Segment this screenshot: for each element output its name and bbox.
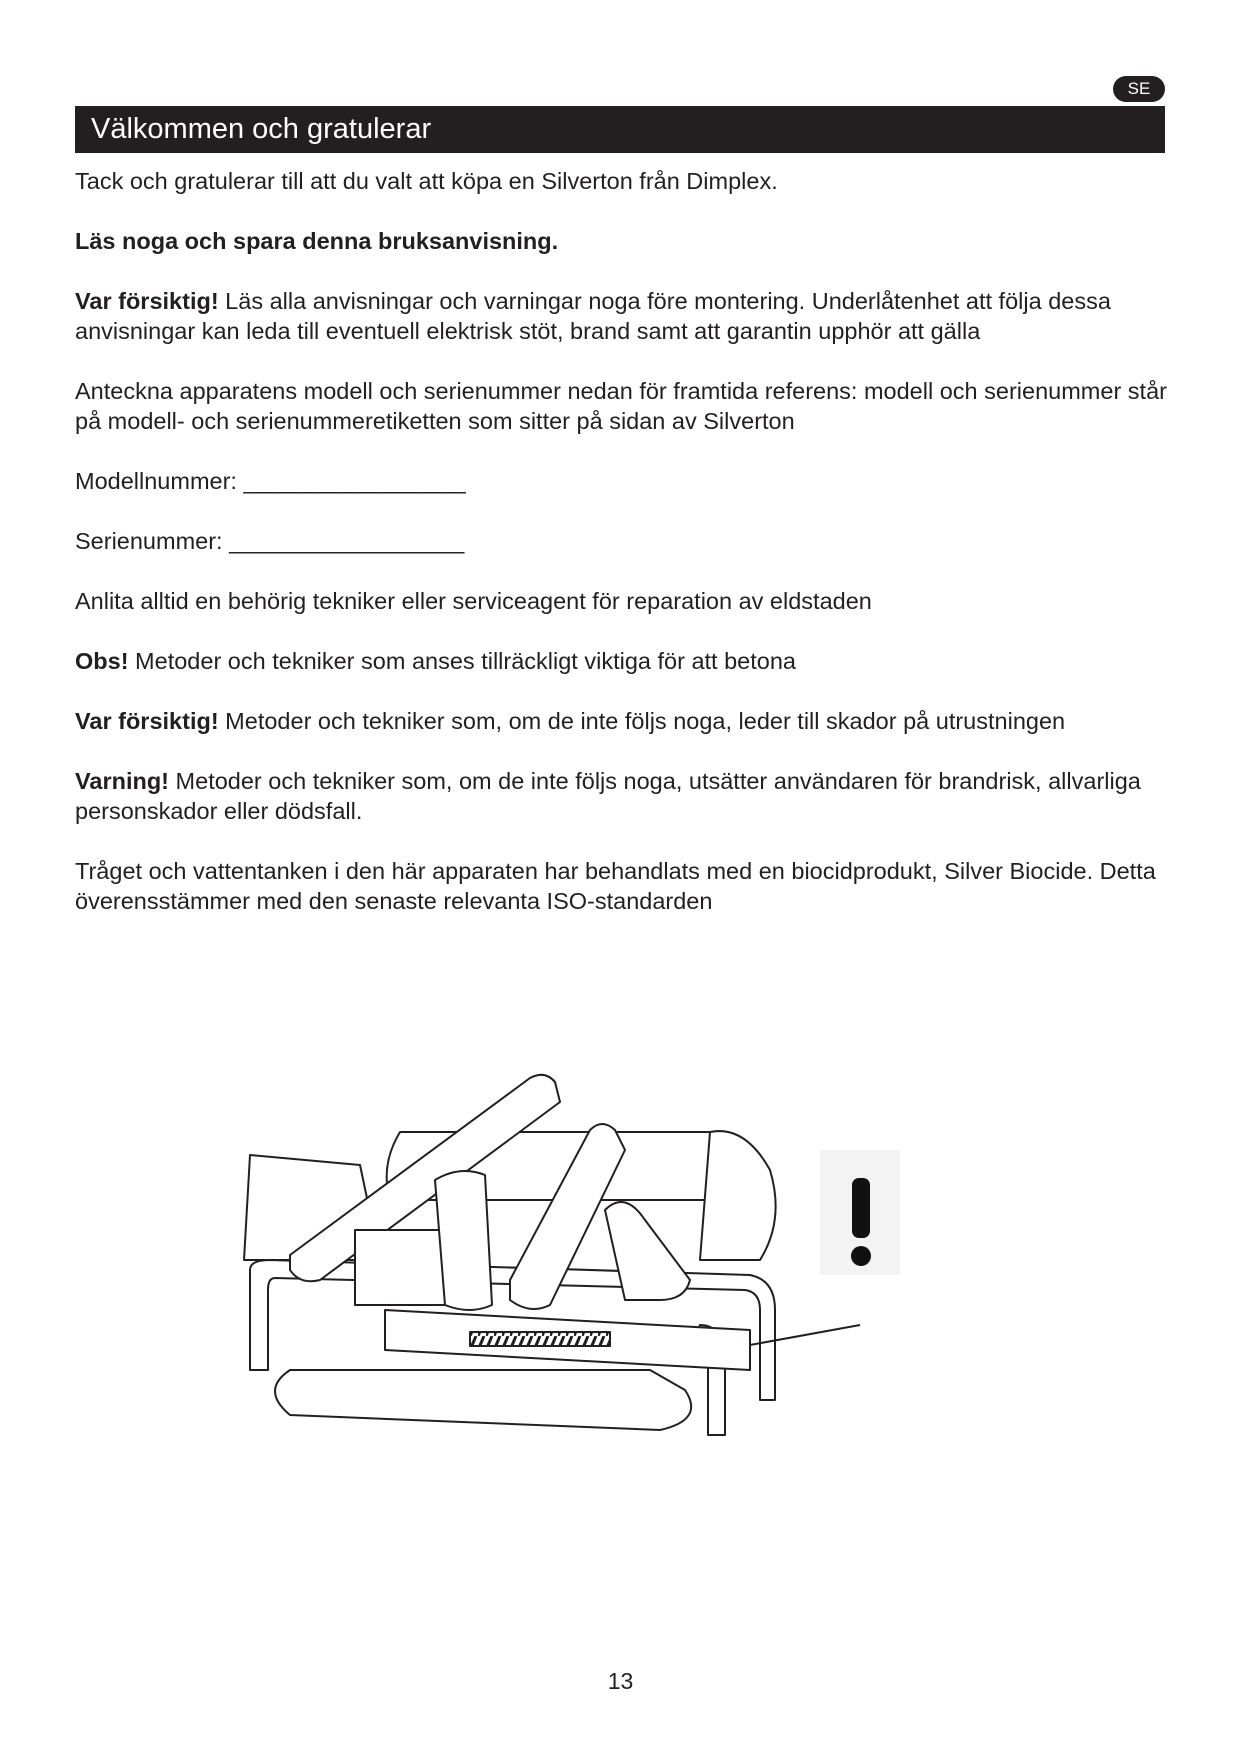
record-model-paragraph: Anteckna apparatens modell och serienummer nedan för framtida referens: modell och serienummer står på modell- och serienummeretiketten som sitter på sidan av Silverton — [75, 378, 1167, 434]
intro-paragraph: Tack och gratulerar till att du valt att köpa en Silverton från Dimplex. — [75, 168, 778, 194]
serial-number-line: Serienummer: __________________ — [75, 528, 465, 554]
log-upright — [435, 1171, 492, 1310]
language-badge: SE — [1113, 76, 1165, 102]
obs-label: Obs! — [75, 648, 129, 674]
page-title: Välkommen och gratulerar — [91, 113, 432, 145]
body-text — [75, 166, 1175, 946]
caution-paragraph — [75, 706, 1175, 736]
title-bar — [75, 106, 1165, 153]
page-number: 13 — [607, 1668, 634, 1694]
caution-text: Metoder och tekniker som, om de inte följs noga, leder till skador på utrustningen — [218, 708, 1066, 734]
biocide-paragraph: Tråget och vattentanken i den här apparaten har behandlats med en biocidprodukt, Silver Biocide. Detta överensstämmer med den senaste relevanta ISO-standarden — [75, 858, 1156, 914]
rear-log-end — [700, 1131, 776, 1260]
obs-paragraph — [75, 646, 1175, 676]
caution-label: Var försiktig! — [75, 708, 219, 734]
water-tray — [275, 1370, 691, 1430]
warning-text: Metoder och tekniker som, om de inte följs noga, utsätter användaren för brandrisk, allvarliga personskador eller dödsfall. — [75, 768, 1141, 824]
service-paragraph: Anlita alltid en behörig tekniker eller serviceagent för reparation av eldstaden — [75, 588, 872, 614]
obs-text: Metoder och tekniker som anses tillräckligt viktiga för att betona — [128, 648, 796, 674]
read-instructions-text: Läs noga och spara denna bruksanvisning. — [75, 228, 559, 254]
fireplace-log-set-illustration — [230, 1070, 1010, 1490]
exclamation-warning-icon — [851, 1178, 871, 1266]
heater-grille — [470, 1332, 610, 1346]
warning-paragraph — [75, 766, 1175, 826]
caution-install-text: Läs alla anvisningar och varningar noga före montering. Underlåtenhet att följa dessa anvisningar kan leda till eventuell elektrisk stöt, brand samt att garantin upphör att gälla — [75, 288, 1111, 344]
warning-label: Varning! — [75, 768, 170, 794]
caution-install-label: Var försiktig! — [75, 288, 219, 314]
model-number-line: Modellnummer: _________________ — [75, 468, 466, 494]
read-instructions-paragraph — [75, 226, 1175, 256]
caution-install-paragraph — [75, 286, 1175, 346]
